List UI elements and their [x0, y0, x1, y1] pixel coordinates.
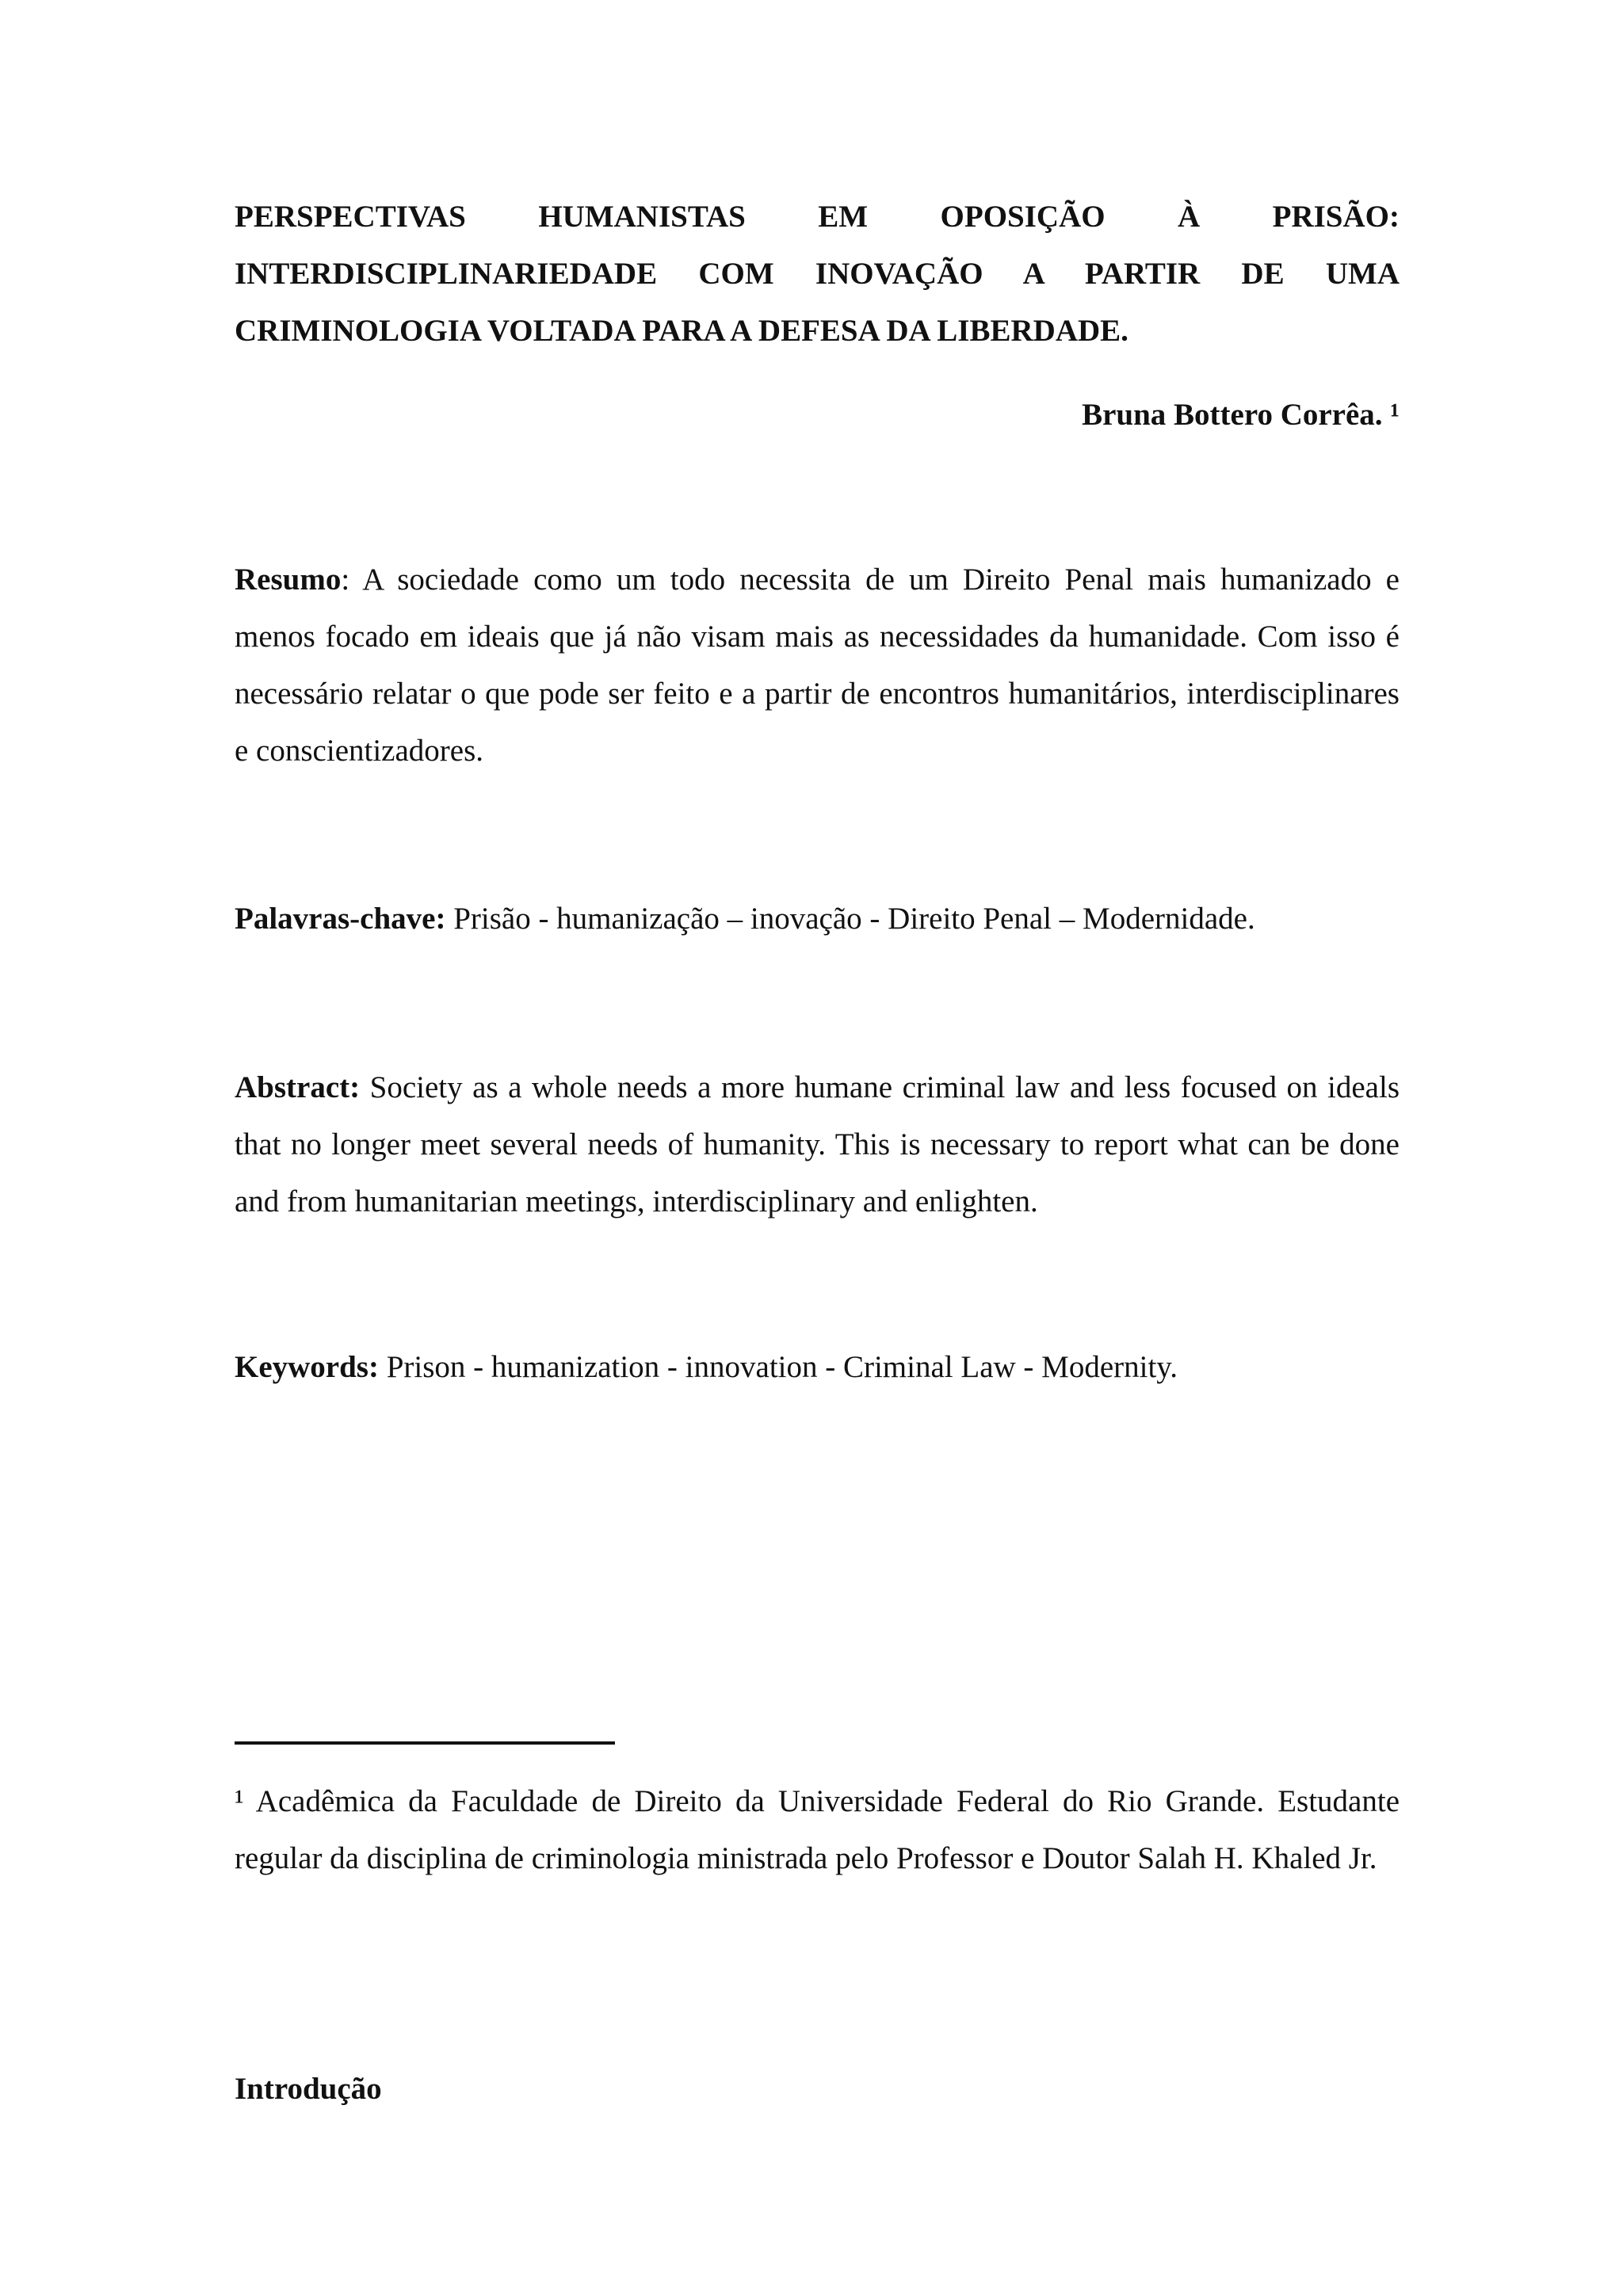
author-name: Bruna Bottero Corrêa. ¹ [1082, 398, 1400, 432]
palavras-chave-text: Prisão - humanização – inovação - Direito Penal – Modernidade. [445, 902, 1255, 936]
abstract-paragraph [235, 1059, 1400, 1230]
keywords-text: Prison - humanization - innovation - Criminal Law - Modernity. [378, 1350, 1178, 1384]
document-page [235, 0, 1400, 2296]
section-heading-introducao: Introdução [235, 2072, 382, 2106]
resumo-text: : A sociedade como um todo necessita de um Direito Penal mais humanizado e menos focado em ideais que já não visam mais as necessidades da humanidade. Com isso é necessário relatar o que pode ser feito e a partir de encontros humanitários, interdisciplinares e conscientizadores. [235, 563, 1400, 768]
abstract-label: Abstract: [235, 1070, 361, 1104]
keywords-paragraph [235, 1339, 1400, 1396]
resumo-label: Resumo [235, 563, 342, 597]
paper-title: PERSPECTIVAS HUMANISTAS EM OPOSIÇÃO À PRISÃO: INTERDISCIPLINARIEDADE COM INOVAÇÃO A PARTIR DE UMA CRIMINOLOGIA VOLTADA PARA A DEFESA DA LIBERDADE. [235, 200, 1400, 348]
footnote-separator [235, 1741, 615, 1745]
footnote: ¹ Acadêmica da Faculdade de Direito da Universidade Federal do Rio Grande. Estudante regular da disciplina de criminologia ministrada pelo Professor e Doutor Salah H. Khaled Jr. [235, 1784, 1400, 1875]
abstract-text: Society as a whole needs a more humane criminal law and less focused on ideals that no longer meet several needs of humanity. This is necessary to report what can be done and from humanitarian meetings, interdisciplinary and enlighten. [235, 1070, 1400, 1219]
keywords-label: Keywords: [235, 1350, 379, 1384]
palavras-chave-paragraph [235, 891, 1400, 948]
palavras-chave-label: Palavras-chave: [235, 902, 446, 936]
resumo-paragraph [235, 551, 1400, 780]
